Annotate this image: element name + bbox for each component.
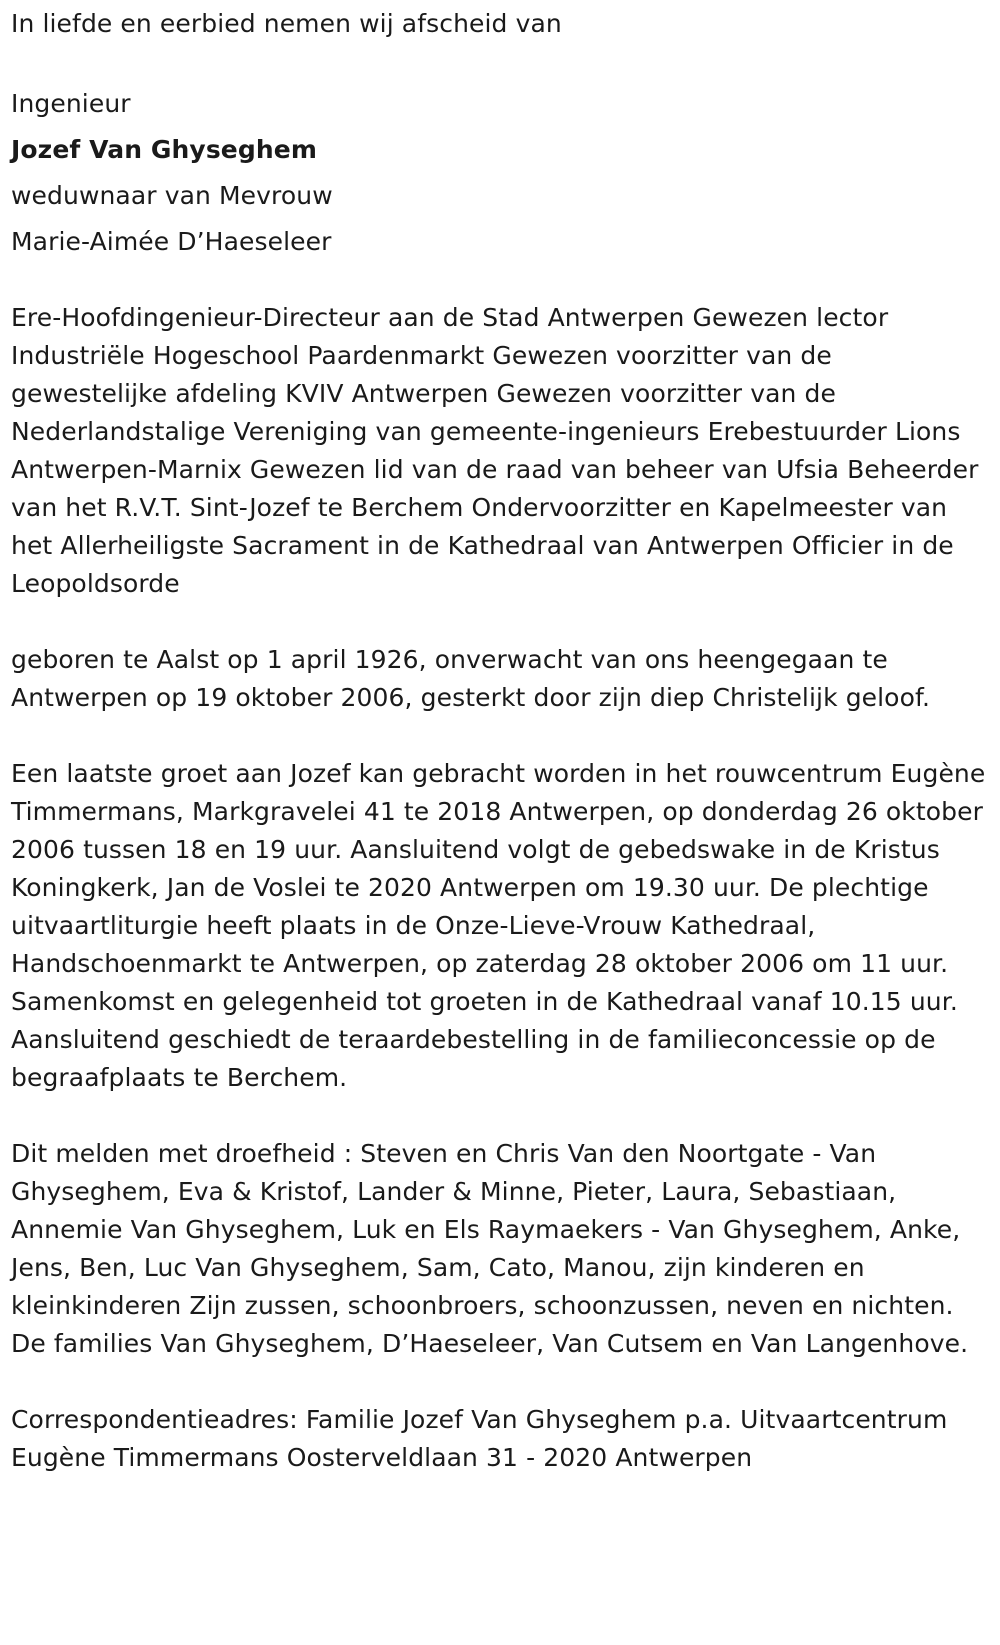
- spouse-name: Marie-Aimée D’Haeseleer: [11, 227, 332, 256]
- relation-text: weduwnaar van Mevrouw: [11, 181, 333, 210]
- family-paragraph: Dit melden met droefheid : Steven en Chris Van den Noortgate - Van Ghyseghem, Eva & Kristof, Lander & Minne, Pieter, Laura, Sebastiaan, Annemie Van Ghyseghem, Luk en Els Raymaekers - Van Ghyseghem, Anke, Jens, Ben, Luc Van Ghyseghem, Sam, Cato, Manou, zijn kinderen en kleinkinderen Zijn zussen, schoonbroers, schoonzussen, neven en nichten. De families Van Ghyseghem, D’Haeseleer, Van Cutsem en Van Langenhove.: [11, 1139, 969, 1358]
- ceremony-paragraph: Een laatste groet aan Jozef kan gebracht worden in het rouwcentrum Eugène Timmermans, Markgravelei 41 te 2018 Antwerpen, op donderdag 26 oktober 2006 tussen 18 en 19 uur. Aansluitend volgt de gebedswake in de Kristus Koningkerk, Jan de Voslei te 2020 Antwerpen om 19.30 uur. De plechtige uitvaartliturgie heeft plaats in de Onze-Lieve-Vrouw Kathedraal, Handschoenmarkt te Antwerpen, op zaterdag 28 oktober 2006 om 11 uur. Samenkomst en gelegenheid tot groeten in de Kathedraal vanaf 10.15 uur. Aansluitend geschiedt de teraardebestelling in de familieconcessie op de begraafplaats te Berchem.: [11, 759, 986, 1092]
- correspondence-paragraph: Correspondentieadres: Familie Jozef Van Ghyseghem p.a. Uitvaartcentrum Eugène Timmermans Oosterveldlaan 31 - 2020 Antwerpen: [11, 1405, 948, 1472]
- functions-paragraph: Ere-Hoofdingenieur-Directeur aan de Stad Antwerpen Gewezen lector Industriële Hogeschool Paardenmarkt Gewezen voorzitter van de gewestelijke afdeling KVIV Antwerpen Gewezen voorzitter van de Nederlandstalige Vereniging van gemeente-ingenieurs Erebestuurder Lions Antwerpen-Marnix Gewezen lid van de raad van beheer van Ufsia Beheerder van het R.V.T. Sint-Jozef te Berchem Ondervoorzitter en Kapelmeester van het Allerheiligste Sacrament in de Kathedraal van Antwerpen Officier in de Leopoldsorde: [11, 303, 979, 598]
- birth-death-paragraph: geboren te Aalst op 1 april 1926, onverwacht van ons heengegaan te Antwerpen op 19 oktober 2006, gesterkt door zijn diep Christelijk geloof.: [11, 645, 931, 712]
- deceased-name: Jozef Van Ghyseghem: [11, 135, 317, 164]
- deceased-block: [11, 81, 990, 265]
- intro-text: In liefde en eerbied nemen wij afscheid van: [11, 9, 562, 38]
- deceased-title: Ingenieur: [11, 89, 131, 118]
